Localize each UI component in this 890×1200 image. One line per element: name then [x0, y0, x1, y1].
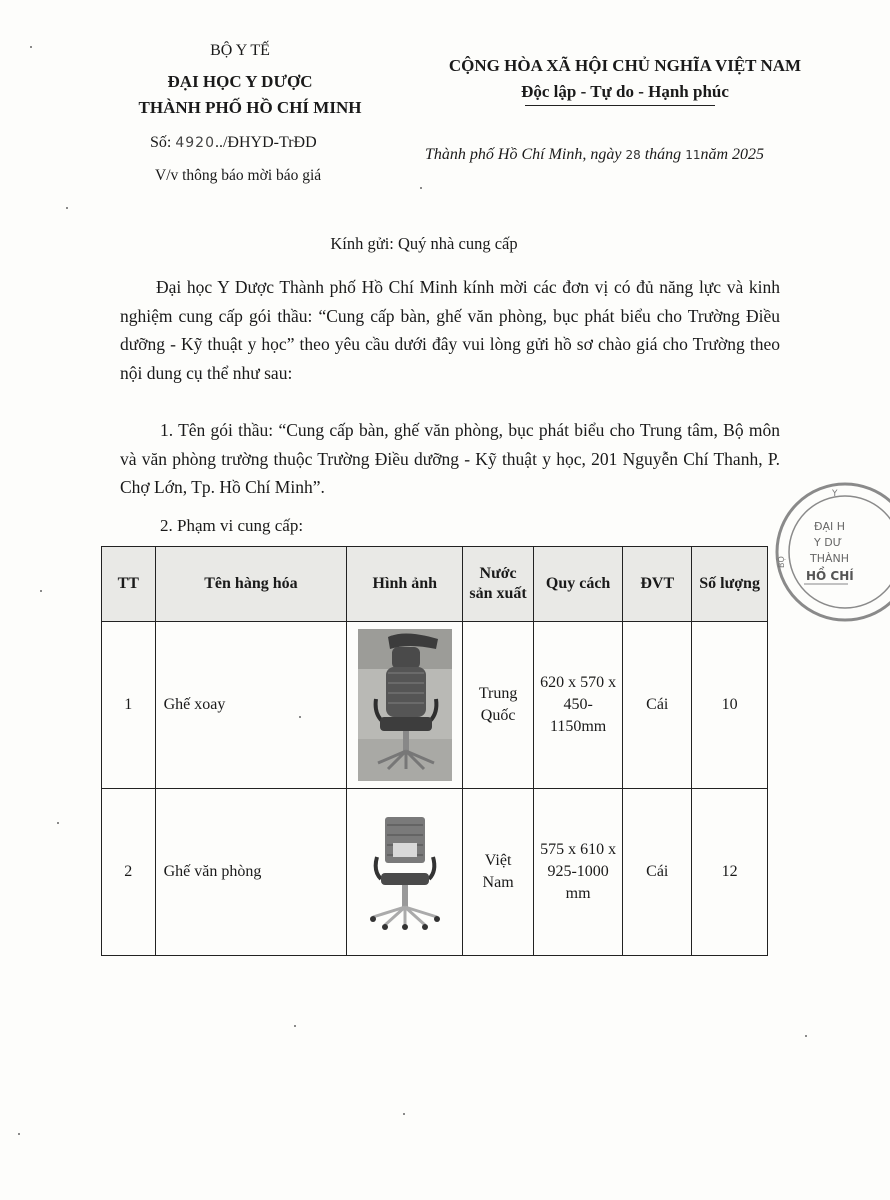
document-number: [150, 134, 317, 152]
country-name: CỘNG HÒA XÃ HỘI CHỦ NGHĨA VIỆT NAM: [448, 56, 802, 75]
header-spec: Quy cách: [533, 547, 622, 622]
ministry-name: BỘ Y TẾ: [210, 42, 270, 59]
row-tt: 2: [102, 789, 156, 956]
date-day: 28: [625, 148, 641, 162]
doc-number-prefix: Số:: [150, 134, 172, 151]
row-unit: Cái: [623, 789, 692, 956]
official-seal-stamp: [770, 480, 890, 630]
date-month-label: tháng: [644, 146, 682, 163]
office-chair-photo-icon: [363, 813, 447, 931]
scan-speck: [294, 1025, 296, 1027]
row-unit: Cái: [623, 622, 692, 789]
scan-speck: [30, 46, 32, 48]
header-tt: TT: [102, 547, 156, 622]
university-name-line1: ĐẠI HỌC Y DƯỢC: [167, 72, 313, 91]
row-spec: 620 x 570 x 450-1150mm: [533, 622, 622, 789]
scan-speck: [57, 822, 59, 824]
doc-number-handwritten: 4920: [175, 135, 215, 151]
swivel-chair-photo-icon: [358, 629, 452, 781]
intro-paragraph: Đại học Y Dược Thành phố Hồ Chí Minh kính mời các đơn vị có đủ năng lực và kinh nghiệm cung cấp gói thầu: “Cung cấp bàn, ghế văn phòng, bục phát biểu cho Trường Điều dưỡng - Kỹ thuật y học” theo yêu cầu dưới đây vui lòng gửi hồ sơ chào giá cho Trường theo nội dung cụ thể như sau:: [120, 277, 780, 383]
scan-speck: [18, 1133, 20, 1135]
stamp-text-top: Y: [832, 489, 838, 499]
item-1-package-name: 1. Tên gói thầu: “Cung cấp bàn, ghế văn phòng, bục phát biểu cho Trung tâm, Bộ môn và văn phòng trường thuộc Trường Điều dưỡng - Kỹ thuật y học, 201 Nguyễn Chí Thanh, P. Chợ Lớn, Tp. Hồ Chí Minh”.: [120, 420, 780, 497]
national-motto: Độc lập - Tự do - Hạnh phúc: [521, 82, 729, 101]
row-name: Ghế văn phòng: [155, 789, 347, 956]
stamp-text-line1: ĐẠI H: [814, 520, 846, 533]
row-spec: 575 x 610 x 925-1000 mm: [533, 789, 622, 956]
row-origin: Việt Nam: [463, 789, 534, 956]
doc-number-suffix: ../ĐHYD-TrĐD: [214, 134, 317, 151]
goods-table: [101, 546, 768, 956]
scan-speck: [66, 207, 68, 209]
motto-underline: [525, 105, 715, 106]
scan-speck: [40, 590, 42, 592]
scan-speck: [299, 716, 301, 718]
row-origin: Trung Quốc: [463, 622, 534, 789]
date-line: [425, 146, 764, 164]
row-image: [347, 789, 463, 956]
greeting: Kính gửi: Quý nhà cung cấp: [330, 234, 518, 253]
header-origin: Nước sản xuất: [463, 547, 534, 622]
table-row: [102, 789, 768, 956]
table-header-row: [102, 547, 768, 622]
date-prefix: Thành phố Hồ Chí Minh, ngày: [425, 146, 622, 163]
row-qty: 10: [692, 622, 768, 789]
date-month: 11: [685, 148, 701, 162]
row-qty: 12: [692, 789, 768, 956]
row-name: Ghế xoay: [155, 622, 347, 789]
scan-speck: [403, 1113, 405, 1115]
scan-speck: [420, 187, 422, 189]
date-year: năm 2025: [700, 146, 765, 163]
university-name-line2: THÀNH PHỐ HỒ CHÍ MINH: [138, 98, 362, 117]
stamp-text-line3: THÀNH: [810, 552, 850, 565]
item-2-scope: 2. Phạm vi cung cấp:: [160, 516, 304, 535]
document-subject: V/v thông báo mời báo giá: [155, 167, 322, 184]
row-image: [347, 622, 463, 789]
table-row: [102, 622, 768, 789]
header-unit: ĐVT: [623, 547, 692, 622]
stamp-text-line4: HỒ CHÍ: [806, 569, 854, 583]
scan-speck: [805, 1035, 807, 1037]
header-qty: Số lượng: [692, 547, 768, 622]
header-image: Hình ảnh: [347, 547, 463, 622]
stamp-side-text: BỘ: [777, 556, 786, 568]
stamp-text-line2: Y DƯ: [814, 536, 843, 549]
header-name: Tên hàng hóa: [155, 547, 347, 622]
row-tt: 1: [102, 622, 156, 789]
